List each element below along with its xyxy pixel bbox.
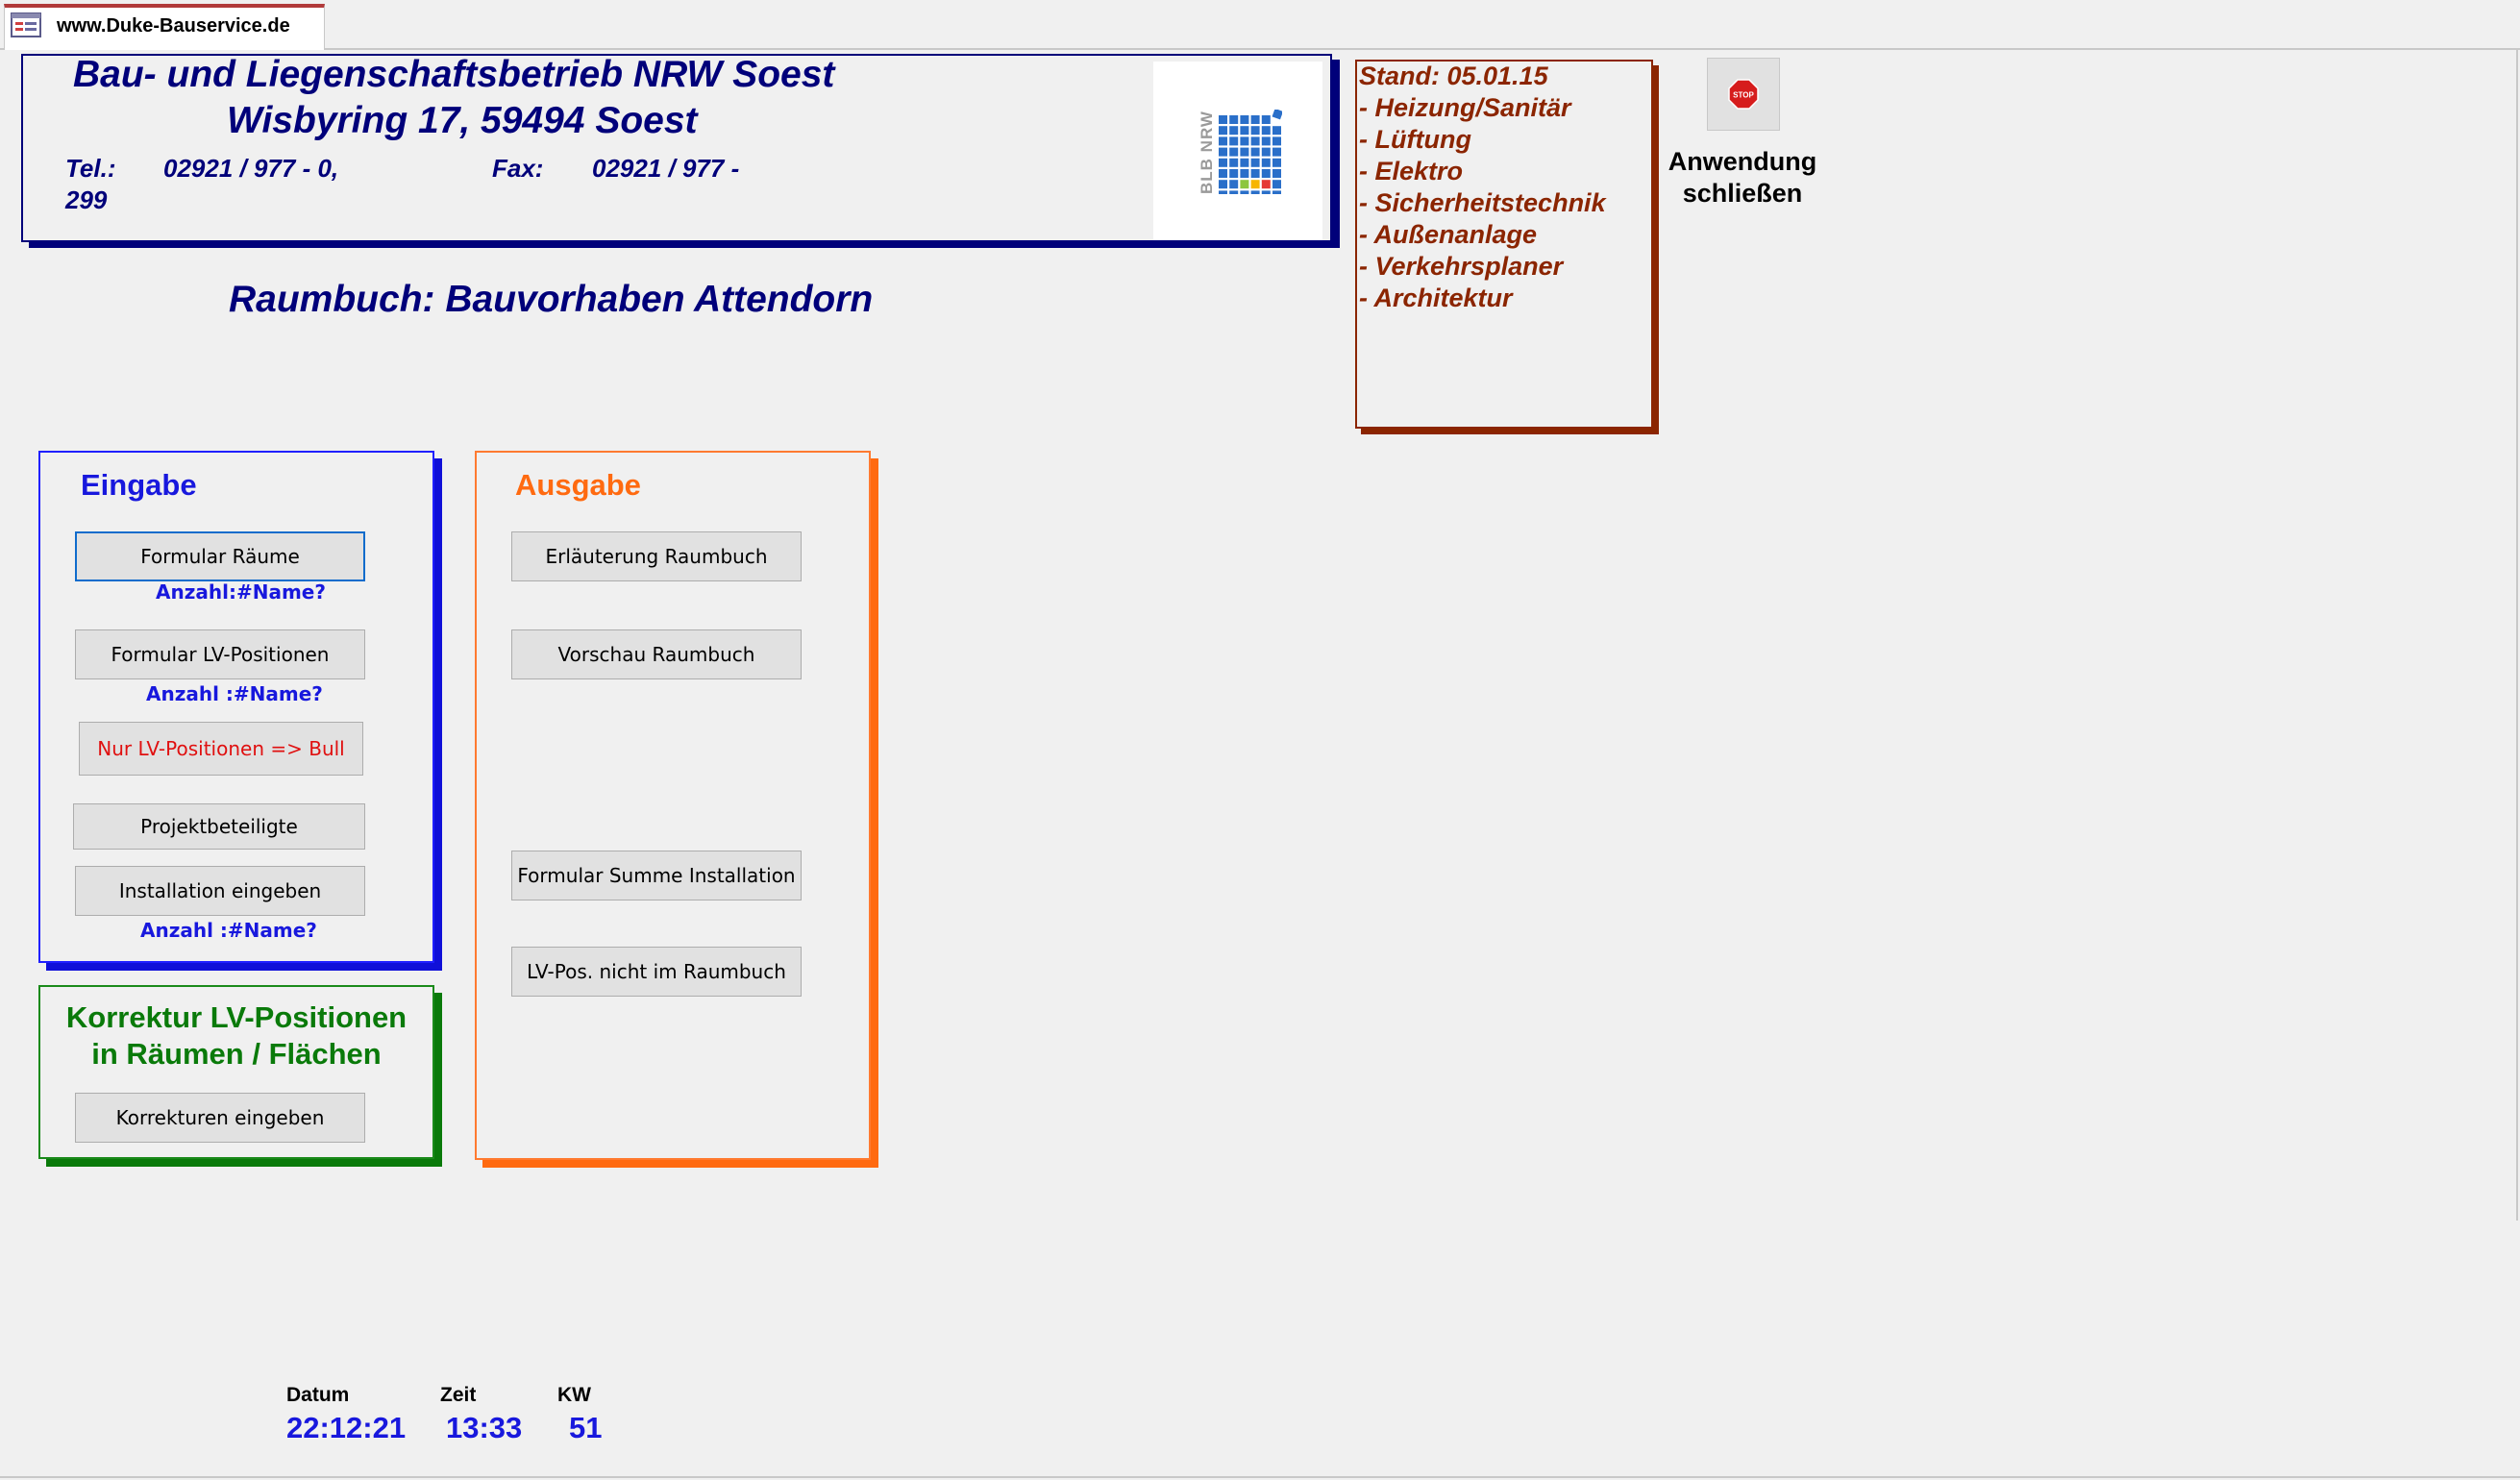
zeit-value: 13:33 (446, 1411, 523, 1444)
tel-value-continued: 299 (65, 185, 108, 214)
form-icon (11, 12, 41, 37)
lv-pos-nicht-im-raumbuch-button[interactable]: LV-Pos. nicht im Raumbuch (511, 947, 802, 997)
window-edge (2516, 48, 2518, 1221)
stand-line: - Verkehrsplaner (1359, 252, 1564, 281)
korrektur-title-line1: Korrektur LV-Positionen (65, 1000, 408, 1034)
svg-text:STOP: STOP (1733, 90, 1754, 100)
blb-nrw-logo (1153, 62, 1322, 240)
logo-text: BLB NRW (1198, 111, 1216, 194)
formular-lv-positionen-button[interactable]: Formular LV-Positionen (75, 629, 365, 679)
organization-name: Bau- und Liegenschaftsbetrieb NRW Soest (73, 54, 835, 95)
stand-date: Stand: 05.01.15 (1359, 62, 1548, 90)
datum-label: Datum (286, 1384, 350, 1406)
vorschau-raumbuch-button[interactable]: Vorschau Raumbuch (511, 629, 802, 679)
organization-address: Wisbyring 17, 59494 Soest (227, 100, 698, 141)
eingabe-title: Eingabe (81, 468, 197, 502)
kw-value: 51 (569, 1411, 603, 1444)
formular-raeume-button[interactable]: Formular Räume (75, 531, 365, 581)
nur-lv-positionen-bull-button[interactable]: Nur LV-Positionen => Bull (79, 722, 363, 776)
erlaeuterung-raumbuch-button[interactable]: Erläuterung Raumbuch (511, 531, 802, 581)
stop-sign-icon (1728, 79, 1759, 110)
fax-label: Fax: (492, 154, 544, 183)
korrektur-title-line2: in Räumen / Flächen (91, 1037, 382, 1071)
close-label-line1: Anwendung (1668, 147, 1817, 176)
formular-summe-installation-button[interactable]: Formular Summe Installation (511, 851, 802, 900)
document-tab[interactable] (4, 4, 325, 50)
close-label-line2: schließen (1682, 179, 1803, 208)
tab-title: www.Duke-Bauservice.de (57, 15, 290, 37)
stand-line: - Architektur (1359, 284, 1513, 312)
ausgabe-title: Ausgabe (515, 468, 641, 502)
tel-label: Tel.: (65, 154, 116, 183)
stand-line: - Lüftung (1359, 125, 1471, 154)
zeit-label: Zeit (440, 1384, 477, 1406)
page-title: Raumbuch: Bauvorhaben Attendorn (229, 279, 874, 320)
window-edge-bottom (0, 1476, 2520, 1478)
fax-value: 02921 / 977 - (592, 154, 740, 183)
lv-positionen-count: Anzahl :#Name? (146, 682, 323, 705)
raeume-count: Anzahl:#Name? (156, 580, 326, 604)
tel-value: 02921 / 977 - 0, (163, 154, 339, 183)
stand-line: - Elektro (1359, 157, 1464, 185)
stand-line: - Sicherheitstechnik (1359, 188, 1606, 217)
projektbeteiligte-button[interactable]: Projektbeteiligte (73, 803, 365, 850)
stand-line: - Heizung/Sanitär (1359, 93, 1571, 122)
datum-value: 22:12:21 (286, 1411, 407, 1444)
document-tab-bar (0, 0, 2520, 50)
logo-grid-icon (1219, 110, 1282, 194)
korrekturen-eingeben-button[interactable]: Korrekturen eingeben (75, 1093, 365, 1143)
kw-label: KW (557, 1384, 591, 1406)
installation-count: Anzahl :#Name? (140, 919, 317, 942)
korrektur-title (38, 999, 434, 1073)
close-application-button[interactable] (1707, 58, 1780, 131)
installation-eingeben-button[interactable]: Installation eingeben (75, 866, 365, 916)
stand-line: - Außenanlage (1359, 220, 1538, 249)
close-application-label[interactable] (1651, 146, 1834, 210)
